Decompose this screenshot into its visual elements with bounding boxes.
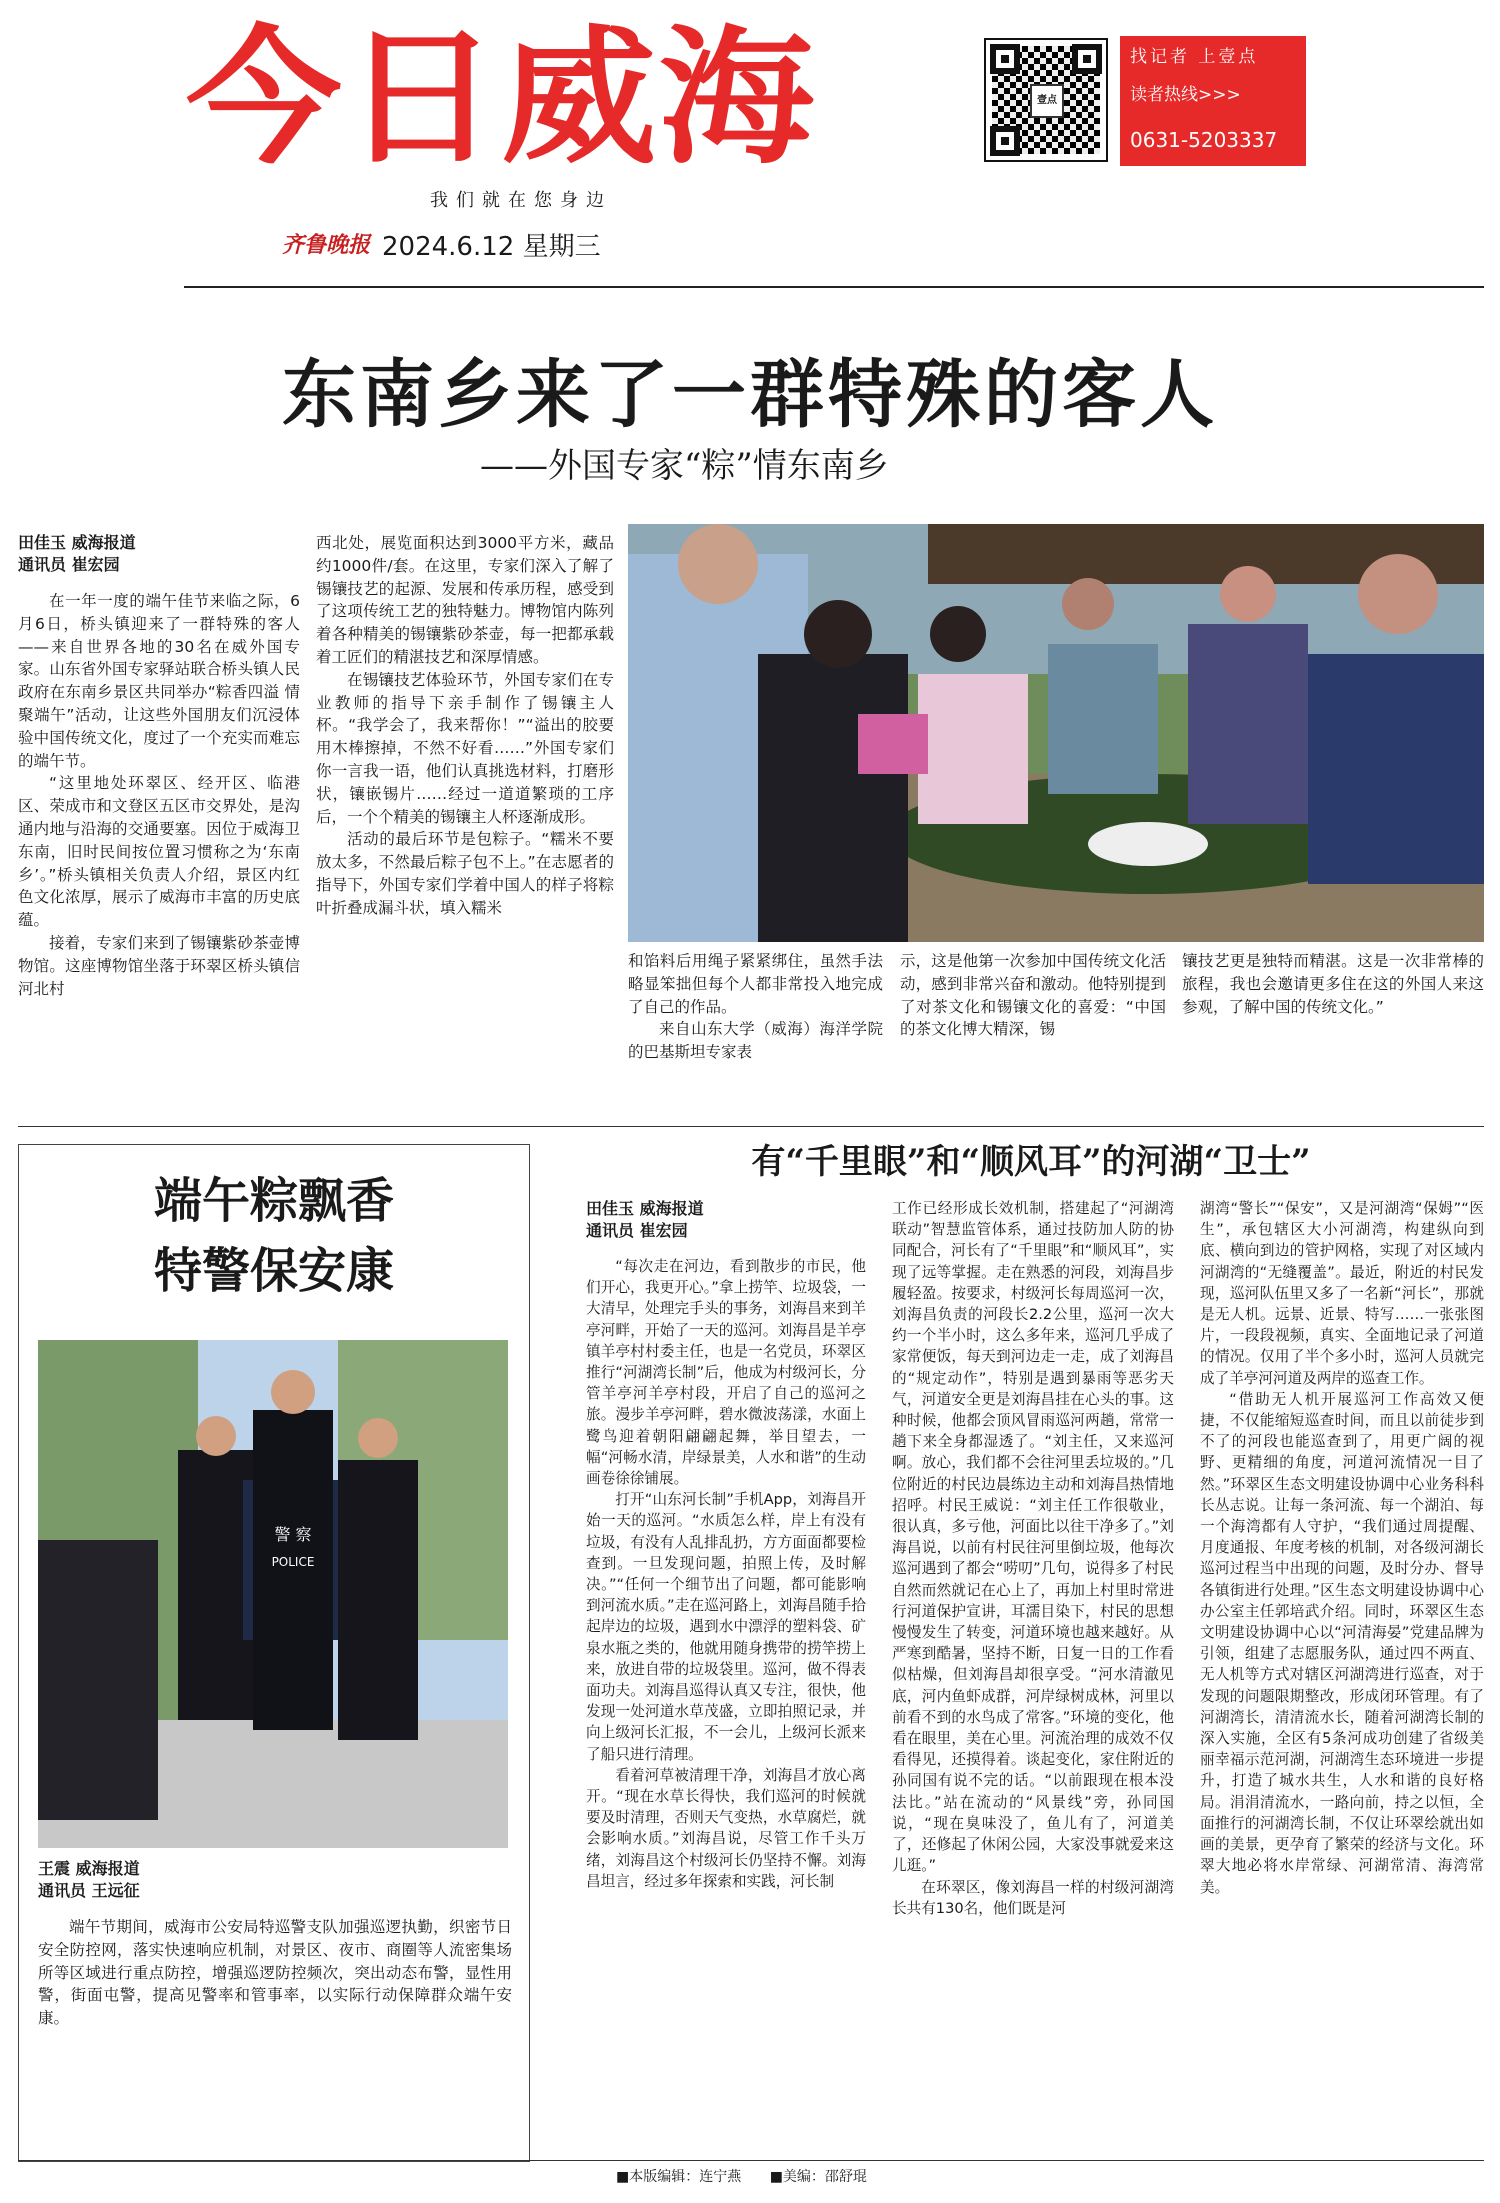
title-line: 端午粽飘香: [153, 1173, 394, 1229]
hotline-phone: 0631-5203337: [1130, 128, 1278, 152]
paragraph: “每次走在河边，看到散步的市民，他们开心，我更开心。”拿上捞竿、垃圾袋，一大清早，处理完手头的事务，刘海昌来到羊亭河畔，开始了一天的巡河。刘海昌是羊亭镇羊亭村村委主任，也是一名党员，环翠区推行“河湖湾长制”后，他成为村级河长，分管羊亭河羊亭村段，开启了自己的巡河之旅。漫步羊亭河畔，碧水微波荡漾，水面上鹭鸟迎着朝阳翩翩起舞，举目望去，一幅“河畅水清，岸绿景美，人水和谐”的生动画卷徐徐铺展。: [586, 1258, 866, 1488]
paragraph: 活动的最后环节是包粽子。“糯米不要放太多，不然最后粽子包不上。”在志愿者的指导下，外国专家们学着中国人的样子将粽叶折叠成漏斗状，填入糯米: [316, 830, 614, 917]
paragraph: 在锡镶技艺体验环节，外国专家们在专业教师的指导下亲手制作了锡镶主人杯。“我学会了，我来帮你！”“溢出的胶要用木棒擦掉，不然不好看……”外国专家们你一言我一语，他们认真挑选材料，打磨形状，镶嵌锡片……经过一道道繁琐的工序后，一个个精美的锡镶主人杯逐渐成形。: [316, 670, 614, 826]
police-photo: [38, 1340, 508, 1848]
paragraph: 示，这是他第一次参加中国传统文化活动，感到非常兴奋和激动。他特别提到了对茶文化和锡镶文化的喜爱：“中国的茶文化博大精深，锡: [900, 952, 1166, 1039]
qr-center-logo: 壹点: [1030, 84, 1064, 118]
byline: 通讯员 崔宏园: [18, 555, 120, 574]
paragraph: 在一年一度的端午佳节来临之际，6月6日，桥头镇迎来了一群特殊的客人——来自世界各地的30名在威外国专家。山东省外国专家驿站联合桥头镇人民政府在东南乡景区共同举办“粽香四溢 情聚端午”活动，让这些外国朋友们沉浸体验中国传统文化，度过了一个充实而难忘的端午节。: [18, 592, 300, 770]
paragraph: 镶技艺更是独特而精湛。这是一次非常棒的旅程，我也会邀请更多住在这的外国人来这参观，了解中国的传统文化。”: [1182, 952, 1484, 1016]
masthead-title: 今日威海: [186, 12, 816, 184]
qr-finder: [990, 126, 1020, 156]
byline: 田佳玉 威海报道: [18, 533, 136, 552]
main-headline: 东南乡来了一群特殊的客人: [282, 352, 1218, 438]
qr-finder: [990, 44, 1020, 74]
footer-rule: [18, 2160, 1484, 2161]
paragraph: 西北处，展览面积达到3000平方米，藏品约1000件/套。在这里，专家们深入了解了锡镶技艺的起源、发展和传承历程，感受到了这项传统工艺的独特魅力。博物馆内陈列着各种精美的锡镶紫砂茶壶，每一把都承载着工匠们的精湛技艺和深厚情感。: [316, 534, 614, 666]
byline: 通讯员 王远征: [38, 1881, 140, 1900]
paragraph: 在环翠区，像刘海昌一样的村级河湖湾长共有130名，他们既是河: [892, 1878, 1174, 1917]
river-article-col2: [892, 1198, 1174, 1919]
paragraph: 看着河草被清理干净，刘海昌才放心离开。“现在水草长得快，我们巡河的时候就要及时清理，否则天气变热，水草腐烂，就会影响水质。”刘海昌说，尽管工作千头万绪，刘海昌这个村级河长仍坚持不懈。刘海昌坦言，经过多年探索和实践，河长制: [586, 1766, 866, 1890]
editor-credit: ■本版编辑：连宁燕: [616, 2169, 742, 2185]
police-article-body: [38, 1858, 512, 2030]
paragraph: 和馅料后用绳子紧紧绑住，虽然手法略显笨拙但每个人都非常投入地完成了自己的作品。: [628, 952, 883, 1016]
photo-illustration: [628, 524, 1484, 942]
photo-illustration: [38, 1340, 508, 1848]
qr-code[interactable]: [984, 38, 1108, 162]
zongzi-activity-photo: [628, 524, 1484, 942]
paragraph: 端午节期间，威海市公安局特巡警支队加强巡逻执勤，织密节日安全防控网，落实快速响应机制，对景区、夜市、商圈等人流密集场所等区域进行重点防控，增强巡逻防控频次，突出动态布警，显性用警，街面屯警，提高见警率和管事率，以实际行动保障群众端午安康。: [38, 1918, 512, 2028]
byline: 通讯员 崔宏园: [586, 1221, 688, 1240]
section-divider: [18, 1126, 1484, 1127]
hotline-box: [1120, 36, 1306, 166]
designer-credit: ■美编：邵舒琨: [769, 2169, 867, 2185]
river-article-headline: 有“千里眼”和“顺风耳”的河湖“卫士”: [751, 1142, 1311, 1182]
paragraph: 工作已经形成长效机制，搭建起了“河湖湾联动”智慧监管体系，通过技防加人防的协同配合，河长有了“千里眼”和“顺风耳”，实现了远等掌握。走在熟悉的河段，刘海昌步履轻盈。按要求，村级河长每周巡河一次，刘海昌负责的河段长2.2公里，巡河一次大约一个半小时，这么多年来，巡河几乎成了家常便饭，每天到河边走一走，成了刘海昌的“规定动作”，特别是遇到暴雨等恶劣天气，河道安全更是刘海昌挂在心头的事。这种时候，他都会顶风冒雨巡河两趟，常常一趟下来全身都湿透了。“刘主任，又来巡河啊。放心，我们都不会往河里丢垃圾的。”几位附近的村民边晨练边主动和刘海昌热情地招呼。村民王威说：“刘主任工作很敬业，很认真，多亏他，河面比以往干净多了。”刘海昌说，以前有村民往河里倒垃圾，他每次巡河遇到了都会“唠叨”几句，说得多了村民自然而然就记在心上了，再加上村里时常进行河道保护宣讲，耳濡目染下，村民的思想慢慢发生了转变，河道环境也越来越好。从严寒到酷暑，坚持不断，日复一日的工作看似枯燥，但刘海昌却很享受。“河水清澈见底，河内鱼虾成群，河岸绿树成林，河里以前看不到的水鸟成了常客。”环境的变化，他看在眼里，美在心里。河流治理的成效不仅看得见，还摸得着。谈起变化，家住附近的孙同国有说不完的话。“以前跟现在根本没法比。”站在流动的“风景线”旁，孙同国说，“现在臭味没了，鱼儿有了，河道美了，还修起了休闲公园，大家没事就爱来这儿逛。”: [892, 1200, 1174, 1875]
paragraph: 来自山东大学（威海）海洋学院的巴基斯坦专家表: [628, 1020, 883, 1062]
title-line: 特警保安康: [153, 1243, 394, 1299]
main-article-col5: [1182, 950, 1484, 1018]
footer-credits: [616, 2166, 867, 2186]
hotline-line1: 找记者 上壹点: [1130, 47, 1259, 67]
police-article-title: [0, 1166, 548, 1306]
paragraph: 湖湾“警长”“保安”，又是河湖湾“保姆”“医生”，承包辖区大小河湖湾，构建纵向到底、横向到边的管护网格，实现了对区域内河湖湾的“无缝覆盖”。最近，附近的村民发现，巡河队伍里又多了一名新“河长”，那就是无人机。远景、近景、特写……一张张图片，一段段视频，真实、全面地记录了河道的情况。仅用了半个多小时，巡河人员就完成了羊亭河河道及两岸的巡查工作。: [1200, 1200, 1484, 1387]
shield-label: POLICE: [271, 1555, 315, 1569]
issue-date: 2024.6.12 星期三: [382, 232, 601, 262]
main-subhead: ——外国专家“粽”情东南乡: [480, 446, 889, 486]
byline: 田佳玉 威海报道: [586, 1199, 704, 1218]
newspaper-brand: 齐鲁晚报: [282, 232, 371, 258]
main-article-col2: [316, 532, 614, 920]
river-article-col3: [1200, 1198, 1484, 1898]
hotline-line2: 读者热线>>>: [1130, 85, 1241, 105]
byline: 王震 威海报道: [38, 1859, 140, 1878]
paragraph: “这里地处环翠区、经开区、临港区、荣成市和文登区五区市交界处，是沟通内地与沿海的交通要塞。因位于威海卫东南，旧时民间按位置习惯称之为‘东南乡’。”桥头镇相关负责人介绍，景区内红色文化浓厚，展示了威海市丰富的历史底蕴。: [18, 774, 300, 930]
main-article-col4: [900, 950, 1166, 1041]
river-article-col1: [586, 1198, 866, 1892]
main-article-col1: [18, 532, 300, 1000]
main-article-col3: [628, 950, 883, 1064]
qr-finder: [1072, 44, 1102, 74]
paragraph: “借助无人机开展巡河工作高效又便捷，不仅能缩短巡查时间，而且以前徒步到不了的河段也能巡查到了，用更广阔的视野、更精细的角度，河道河流情况一目了然。”环翠区生态文明建设协调中心业务科科长丛志说。让每一条河流、每一个湖泊、每一个海湾都有人守护，“我们通过周提醒、月度通报、年度考核的机制，对各级河湖长巡河过程当中出现的问题，及时分办、督导各镇街进行处理。”区生态文明建设协调中心办公室主任郭培武介绍。同时，环翠区生态文明建设协调中心以“河清海晏”党建品牌为引领，组建了志愿服务队，通过四不两直、无人机等方式对辖区河湖湾进行巡查，对于发现的问题限期整改，形成闭环管理。有了河湖湾长，清清流水长，随着河湖湾长制的深入实施，全区有5条河成功创建了省级美丽幸福示范河湖，河湖湾生态环境进一步提升，打造了城水共生，人水和谐的良好格局。涓涓清流水，一路向前，持之以恒，全面推行的河湖湾长制，不仅让环翠绘就出如画的美景，更孕育了繁荣的经济与文化。环翠大地必将水岸常绿、河湖常清、海湾常美。: [1200, 1390, 1484, 1896]
masthead-slogan: 我们就在您身边: [430, 190, 612, 211]
masthead-rule: [184, 286, 1484, 288]
shield-label: 警 察: [274, 1525, 312, 1544]
paragraph: 接着，专家们来到了锡镶紫砂茶壶博物馆。这座博物馆坐落于环翠区桥头镇信河北村: [18, 933, 300, 998]
paragraph: 打开“山东河长制”手机App，刘海昌开始一天的巡河。“水质怎么样，岸上有没有垃圾，有没有人乱排乱扔，方方面面都要检查到。一旦发现问题，拍照上传，及时解决。”“任何一个细节出了问题，都可能影响到河流水质。”走在巡河路上，刘海昌随手拾起岸边的垃圾，遇到水中漂浮的塑料袋、矿泉水瓶之类的，他就用随身携带的捞竿捞上来，放进自带的垃圾袋里。巡河，做不得表面功夫。刘海昌巡得认真又专注，很快，他发现一处河道水草茂盛，立即拍照记录，并向上级河长汇报，不一会儿，上级河长派来了船只进行清理。: [586, 1491, 866, 1763]
